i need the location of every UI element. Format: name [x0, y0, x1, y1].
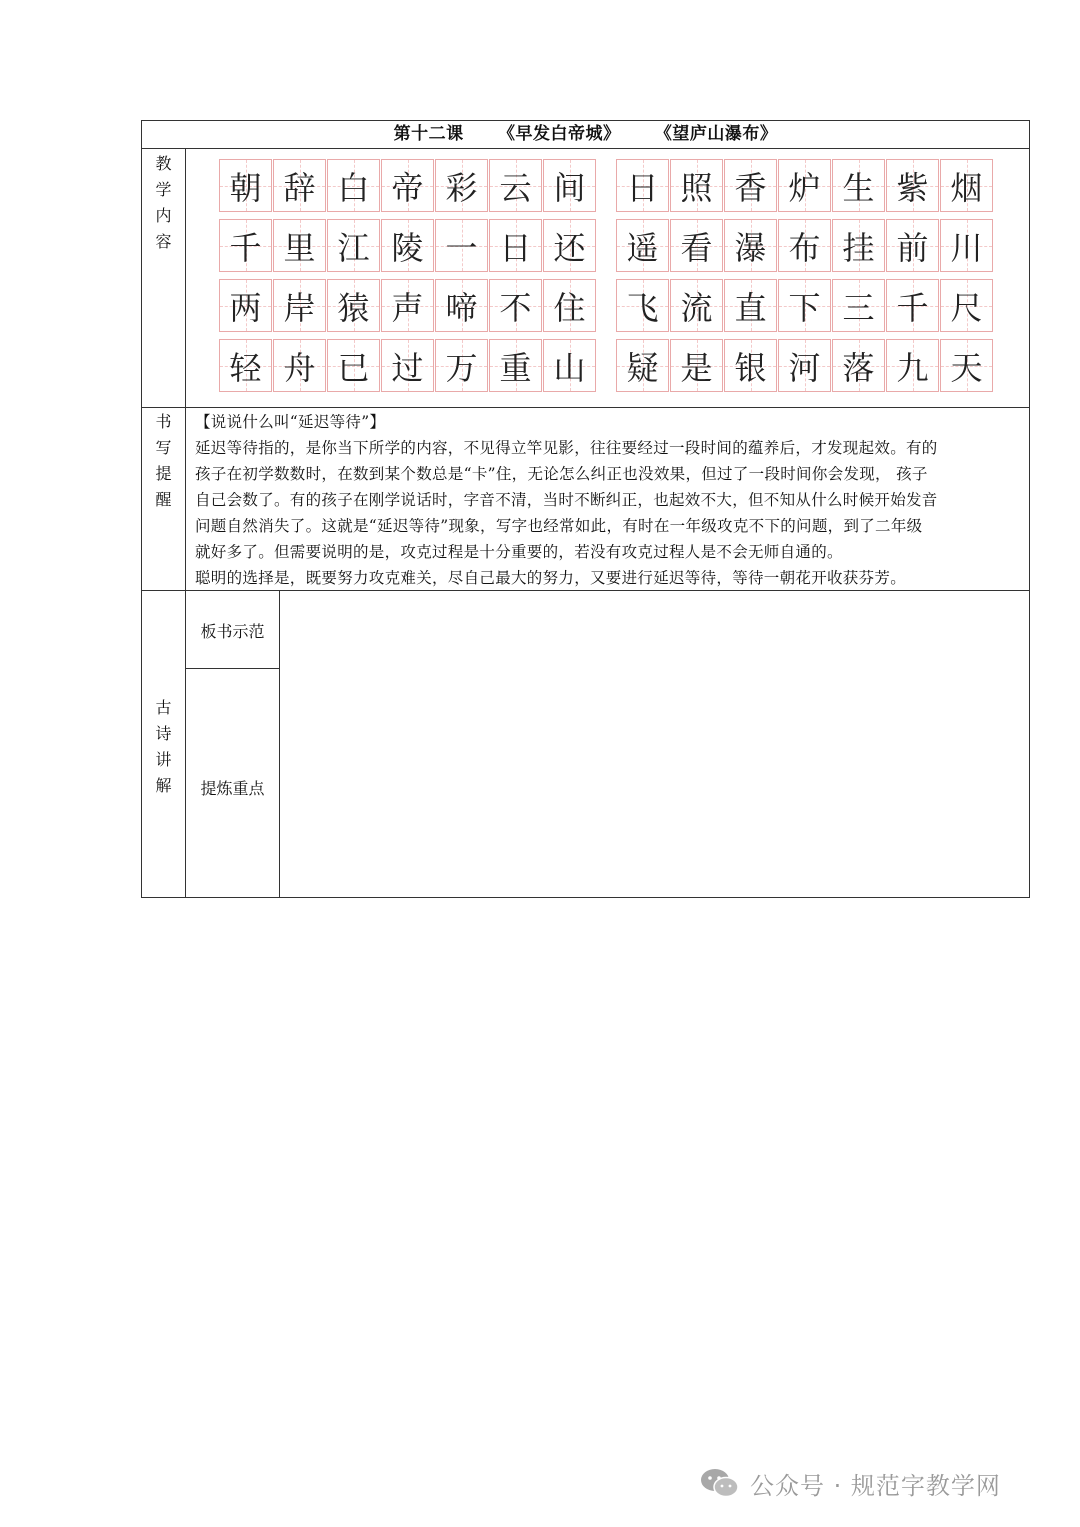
char-cell [724, 159, 777, 212]
practice-character: 间 [553, 168, 586, 207]
char-cell [273, 219, 326, 272]
char-cell [543, 159, 596, 212]
practice-character: 天 [950, 348, 983, 387]
char-grid-row [616, 159, 994, 212]
practice-character: 声 [391, 288, 424, 327]
char-cell [886, 279, 939, 332]
char-cell [724, 339, 777, 392]
practice-character: 是 [680, 348, 713, 387]
char-cell [381, 339, 434, 392]
practice-character: 看 [680, 228, 713, 267]
practice-character: 陵 [391, 228, 424, 267]
poem-content-area[interactable] [280, 591, 1029, 897]
practice-character: 下 [788, 288, 821, 327]
practice-character: 挂 [842, 228, 875, 267]
reminder-line: 孩子在初学数数时，在数到某个数总是“卡”住，无论怎么纠正也没效果，但过了一段时间你会发现， 孩子 [195, 465, 928, 483]
char-cell [616, 159, 669, 212]
practice-character: 万 [445, 348, 478, 387]
poem-title-1: 《早发白帝城》 [498, 124, 621, 144]
char-cell [219, 279, 272, 332]
practice-character: 九 [896, 348, 929, 387]
practice-character: 照 [680, 168, 713, 207]
content-label: 教 学 内 容 [155, 154, 172, 251]
char-cell [435, 219, 488, 272]
char-cell [886, 339, 939, 392]
char-cell [886, 219, 939, 272]
char-cell [435, 279, 488, 332]
key-points-label: 提炼重点 [200, 779, 265, 798]
practice-character: 川 [950, 228, 983, 267]
char-cell [670, 279, 723, 332]
char-cell [616, 279, 669, 332]
char-cell [832, 279, 885, 332]
practice-character: 银 [734, 348, 767, 387]
practice-character: 日 [626, 168, 659, 207]
char-cell [219, 219, 272, 272]
practice-character: 里 [283, 228, 316, 267]
char-cell [940, 219, 993, 272]
char-cell [273, 159, 326, 212]
char-cell [273, 339, 326, 392]
practice-character: 彩 [445, 168, 478, 207]
practice-character: 流 [680, 288, 713, 327]
char-cell [616, 339, 669, 392]
practice-character: 啼 [445, 288, 478, 327]
reminder-line: 自己会数了。有的孩子在刚学说话时，字音不清，当时不断纠正，也起效不大，但不知从什么时候开始发音 [195, 491, 938, 509]
writing-label: 书 写 提 醒 [155, 412, 172, 509]
char-cell [616, 219, 669, 272]
poem-label: 古 诗 讲 解 [155, 698, 172, 795]
char-cell [940, 279, 993, 332]
char-cell [940, 339, 993, 392]
practice-character: 前 [896, 228, 929, 267]
practice-character: 香 [734, 168, 767, 207]
practice-character: 帝 [391, 168, 424, 207]
practice-character: 遥 [626, 228, 659, 267]
practice-character: 布 [788, 228, 821, 267]
char-cell [724, 279, 777, 332]
practice-character: 朝 [229, 168, 262, 207]
reminder-line: 就好多了。但需要说明的是，攻克过程是十分重要的，若没有攻克过程人是不会无师自通的。 [195, 543, 843, 561]
char-grid-row [616, 279, 994, 332]
char-cell [832, 339, 885, 392]
char-grid-row [616, 339, 994, 392]
watermark-text: 公众号 · 规范字教学网 [750, 1471, 1001, 1500]
practice-character: 白 [337, 168, 370, 207]
practice-character: 猿 [337, 288, 370, 327]
practice-character: 江 [337, 228, 370, 267]
char-cell [670, 339, 723, 392]
practice-character: 岸 [283, 288, 316, 327]
char-cell [778, 339, 831, 392]
practice-character: 河 [788, 348, 821, 387]
practice-character: 落 [842, 348, 875, 387]
char-cell [778, 279, 831, 332]
poem-title-2: 《望庐山瀑布》 [654, 124, 778, 144]
char-cell [489, 219, 542, 272]
practice-character: 直 [734, 288, 767, 327]
practice-character: 千 [896, 288, 929, 327]
practice-character: 舟 [283, 348, 316, 387]
char-cell [381, 279, 434, 332]
practice-character: 过 [391, 348, 424, 387]
char-cell [273, 279, 326, 332]
practice-character: 两 [229, 288, 262, 327]
char-cell [670, 159, 723, 212]
char-cell [489, 279, 542, 332]
char-cell [489, 159, 542, 212]
char-cell [327, 219, 380, 272]
char-cell [940, 159, 993, 212]
char-cell [778, 159, 831, 212]
board-demo-label: 板书示范 [200, 622, 265, 641]
practice-character: 三 [842, 288, 875, 327]
char-cell [886, 159, 939, 212]
divider-content-writing [142, 407, 1029, 408]
lesson-sheet [141, 120, 1030, 898]
char-grid-row [219, 279, 597, 332]
char-cell [219, 159, 272, 212]
char-cell [219, 339, 272, 392]
char-cell [724, 219, 777, 272]
writing-reminder [195, 409, 1025, 591]
reminder-heading: 【说说什么叫“延迟等待”】 [195, 413, 386, 431]
practice-character: 千 [229, 228, 262, 267]
reminder-line: 聪明的选择是，既要努力攻克难关，尽自己最大的努力，又要进行延迟等待，等待一朝花开收获芬芳。 [195, 569, 907, 587]
practice-character: 一 [445, 228, 478, 267]
lesson-number: 第十二课 [393, 124, 464, 144]
practice-character: 轻 [229, 348, 262, 387]
char-cell [832, 159, 885, 212]
char-cell [543, 219, 596, 272]
char-cell [543, 279, 596, 332]
reminder-line: 延迟等待指的，是你当下所学的内容，不见得立竿见影，往往要经过一段时间的蕴养后，才发现起效。有的 [195, 439, 938, 457]
char-grid-row [219, 219, 597, 272]
char-cell [435, 339, 488, 392]
divider-poem-sub [186, 668, 280, 669]
char-cell [381, 159, 434, 212]
char-cell [832, 219, 885, 272]
char-cell [327, 279, 380, 332]
char-grid-row [616, 219, 994, 272]
char-cell [327, 339, 380, 392]
char-grid-row [219, 339, 597, 392]
practice-character: 烟 [950, 168, 983, 207]
char-cell [670, 219, 723, 272]
practice-character: 瀑 [734, 228, 767, 267]
practice-character: 紫 [896, 168, 929, 207]
practice-character: 还 [553, 228, 586, 267]
practice-character: 云 [499, 168, 532, 207]
practice-character: 辞 [283, 168, 316, 207]
lesson-title [142, 121, 1029, 149]
reminder-line: 问题自然消失了。这就是“延迟等待”现象，写字也经常如此，有时在一年级攻克不下的问题，到了二年级 [195, 517, 923, 535]
practice-character: 生 [842, 168, 875, 207]
wechat-icon [700, 1467, 740, 1499]
practice-character: 山 [553, 348, 586, 387]
practice-character: 住 [553, 288, 586, 327]
practice-character: 日 [499, 228, 532, 267]
practice-character: 疑 [626, 348, 659, 387]
practice-character: 炉 [788, 168, 821, 207]
char-cell [489, 339, 542, 392]
practice-character: 尺 [950, 288, 983, 327]
practice-character: 已 [337, 348, 370, 387]
practice-character: 不 [499, 288, 532, 327]
char-cell [327, 159, 380, 212]
char-cell [381, 219, 434, 272]
practice-character: 重 [499, 348, 532, 387]
watermark [700, 1463, 1001, 1503]
char-cell [435, 159, 488, 212]
char-grid-row [219, 159, 597, 212]
char-cell [543, 339, 596, 392]
char-cell [778, 219, 831, 272]
practice-character: 飞 [626, 288, 659, 327]
